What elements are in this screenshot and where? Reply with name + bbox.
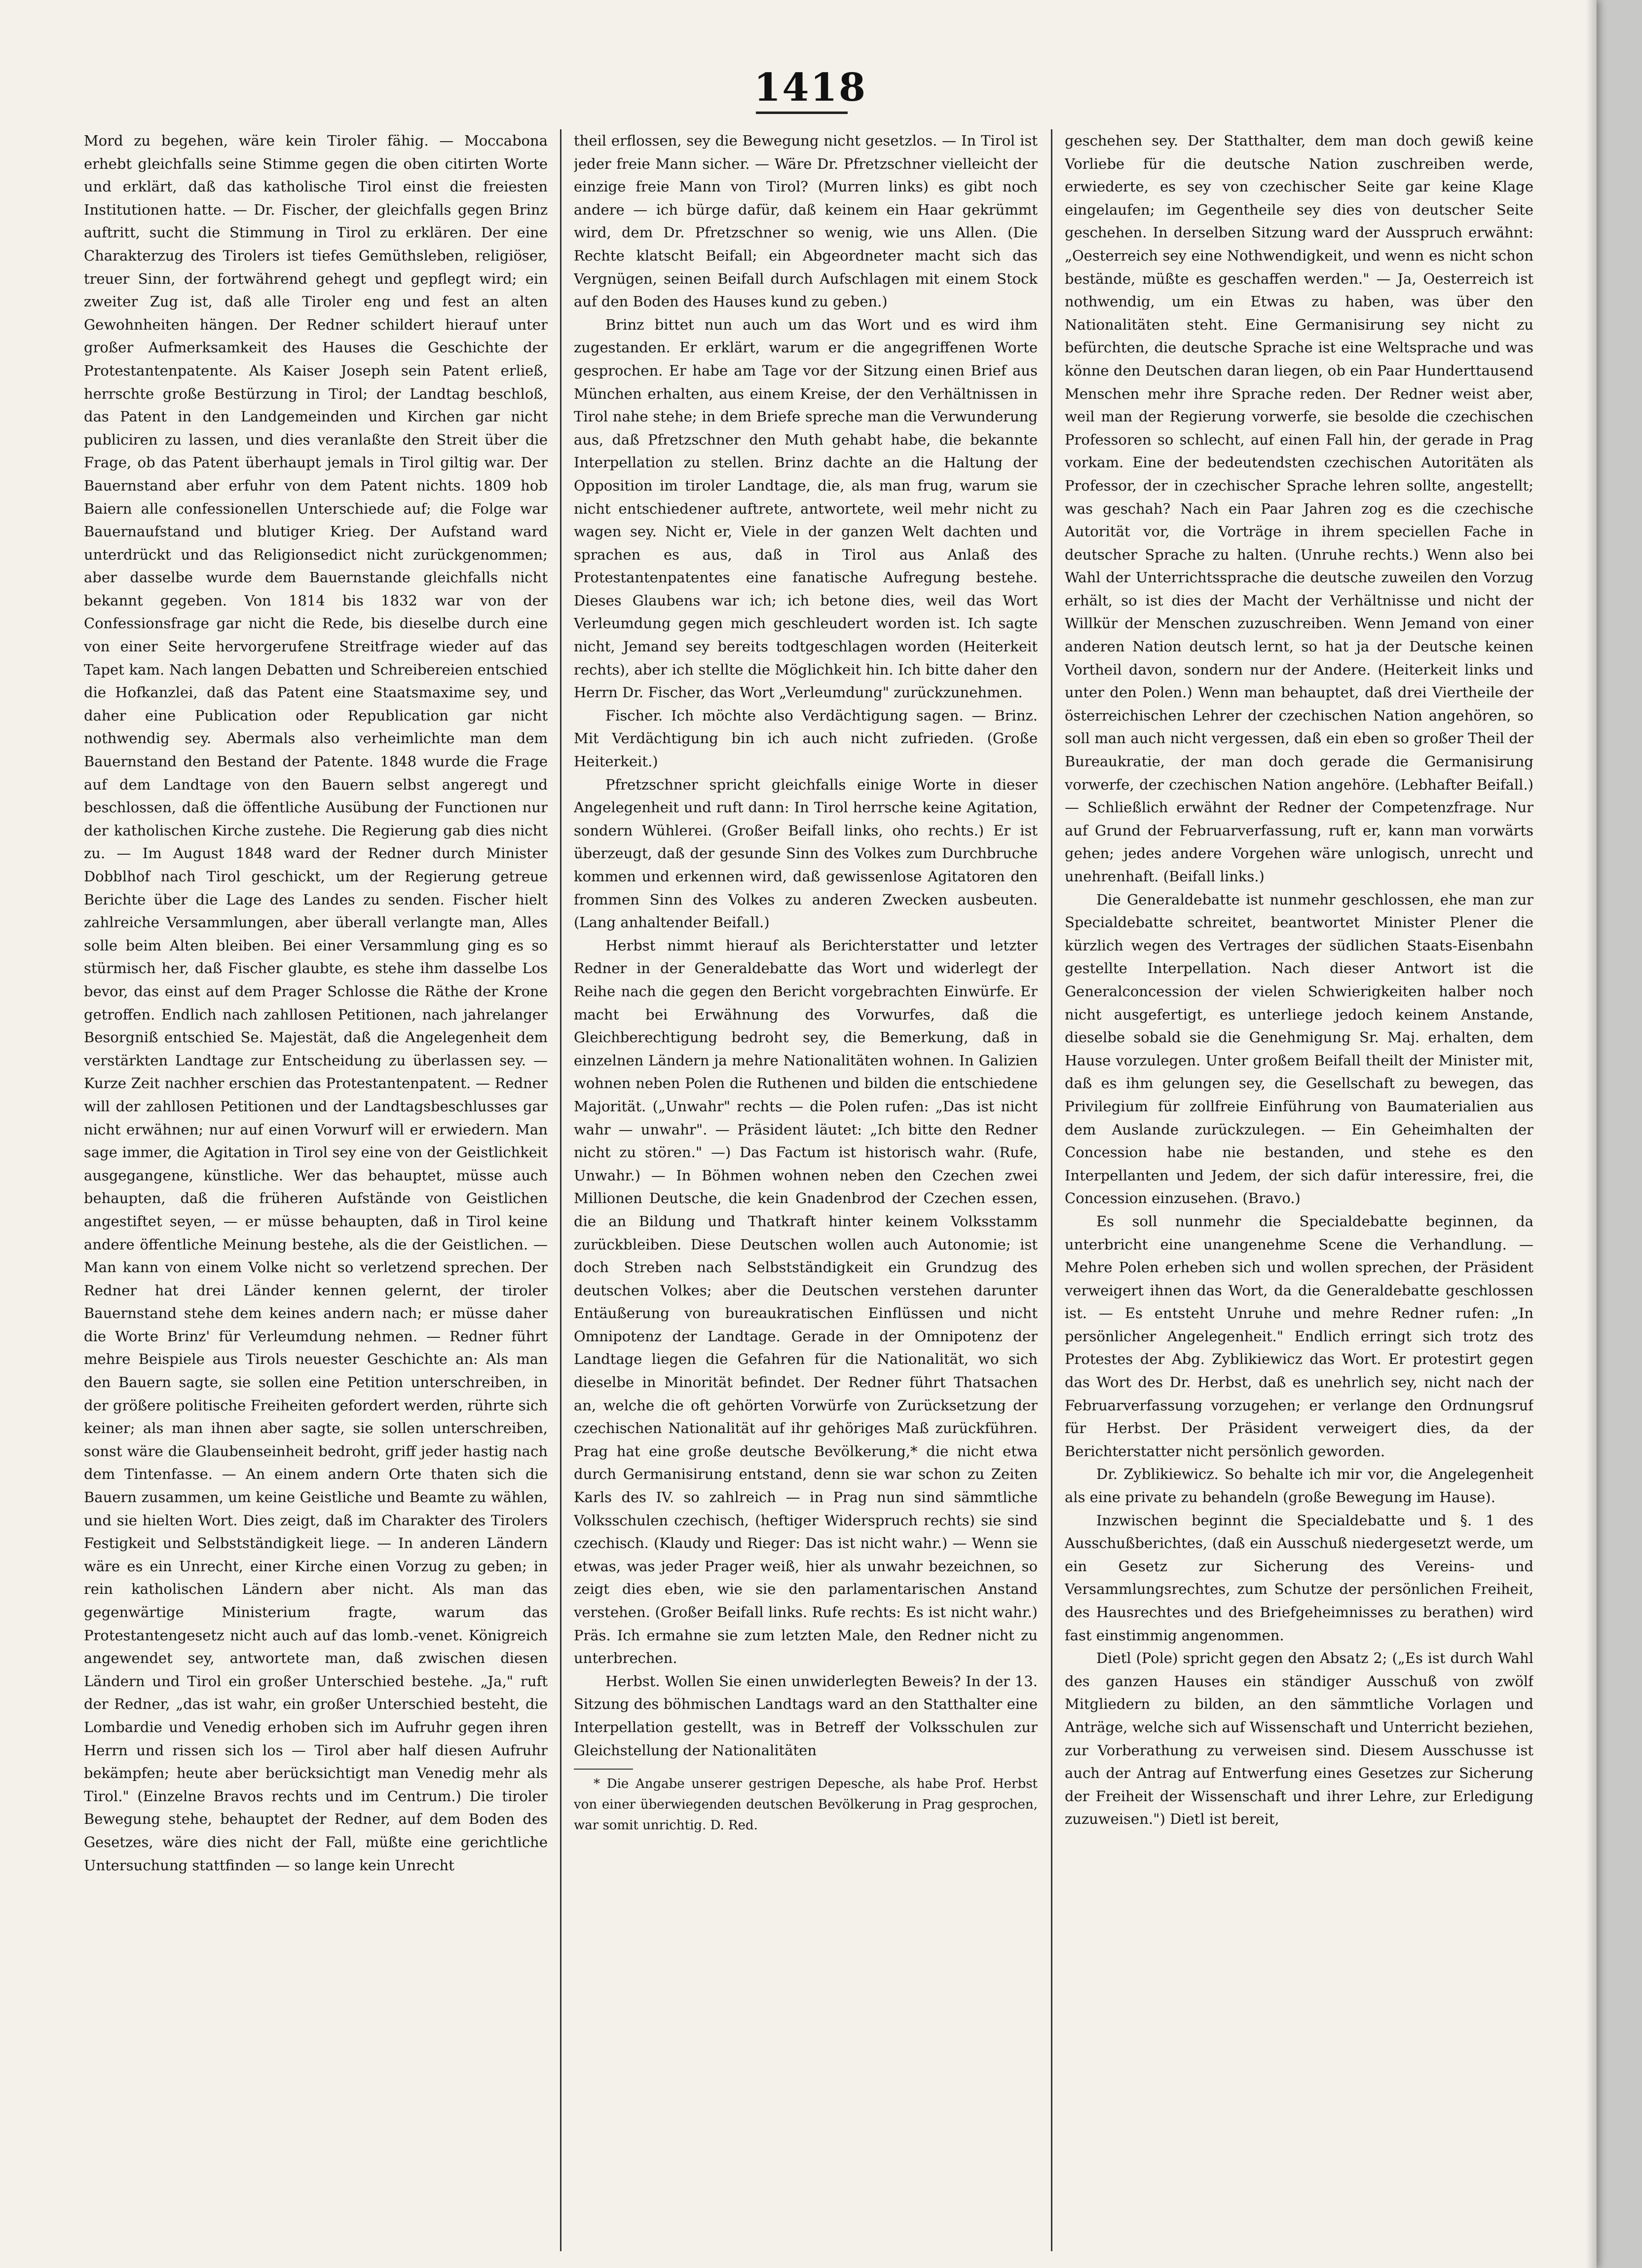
footnote-rule xyxy=(574,1769,633,1770)
paragraph: theil erflossen, sey die Bewegung nicht gesetzlos. — In Tirol ist jeder freie Mann sicher. — Wäre Dr. Pfretzschner vielleicht der einzige freie Mann von Tirol? (Murren links) es gibt noch andere — ich bürge dafür, daß keinem ein Haar gekrümmt wird, dem Dr. Pfretzschner so wenig, wie uns Allen. (Die Rechte klatscht Beifall; ein Abgeordneter macht sich das Vergnügen, seinen Beifall durch Aufschlagen mit einem Stock auf den Boden des Hauses kund zu geben.) xyxy=(574,132,1038,310)
text-column-2 xyxy=(574,129,1038,2241)
paragraph: Brinz bittet nun auch um das Wort und es wird ihm zugestanden. Er erklärt, warum er die angegriffenen Worte gesprochen. Er habe am Tage vor der Sitzung einen Brief aus München erhalten, aus einem Kreise, der den Verhältnissen in Tirol nahe stehe; in dem Briefe spreche man die Verwunderung aus, daß Pfretzschner den Muth gehabt habe, die bekannte Interpellation zu stellen. Brinz dachte an die Haltung der Opposition im tiroler Landtage, die, als man frug, warum sie nicht entschiedener auftrete, antwortete, weil mehr nicht zu wagen sey. Nicht er, Viele in der ganzen Welt dachten und sprachen es aus, daß in Tirol aus Anlaß des Protestantenpatentes eine fanatische Aufregung bestehe. Dieses Glaubens war ich; ich betone dies, weil das Wort Verleumdung gegen mich geschleudert worden ist. Ich sagte nicht, Jemand sey bereits todtgeschlagen worden (Heiterkeit rechts), aber ich stellte die Möglichkeit hin. Ich bitte daher den Herrn Dr. Fischer, das Wort „Verleumdung" zurückzunehmen. xyxy=(574,316,1038,701)
paragraph: Dr. Zyblikiewicz. So behalte ich mir vor, die Angelegenheit als eine private zu behandeln (große Bewegung im Hause). xyxy=(1065,1466,1533,1506)
paragraph: Die Generaldebatte ist nunmehr geschlossen, ehe man zur Specialdebatte schreitet, beantwortet Minister Plener die kürzlich wegen des Vertrages der südlichen Staats-Eisenbahn gestellte Interpellation. Nach dieser Antwort ist die Generalconcession der vielen Schwierigkeiten halber noch nicht ausgefertigt, es unterliege jedoch keinem Anstande, dieselbe sobald sie die Genehmigung Sr. Maj. erhalten, dem Hause vorzulegen. Unter großem Beifall theilt der Minister mit, daß es ihm gelungen sey, die Gesellschaft zu bewegen, das Privilegium für zollfreie Einführung von Baumaterialien aus dem Auslande zurückzulegen. — Ein Geheimhalten der Concession habe nie bestanden, und stehe es den Interpellanten und Jedem, der sich dafür interessire, frei, die Concession einzusehen. (Bravo.) xyxy=(1065,891,1533,1207)
paragraph: Pfretzschner spricht gleichfalls einige Worte in dieser Angelegenheit und ruft dann: In Tirol herrsche keine Agitation, sondern Wühlerei. (Großer Beifall links, oho rechts.) Er ist überzeugt, daß der gesunde Sinn des Volkes zum Durchbruche kommen und erkennen wird, daß gewissenlose Agitatoren den frommen Sinn des Volkes zu anderen Zwecken ausbeuten. (Lang anhaltender Beifall.) xyxy=(574,776,1038,931)
footnote: * Die Angabe unserer gestrigen Depesche, als habe Prof. Herbst von einer überwiegenden deutschen Bevölkerung in Prag gesprochen, war somit unrichtig. D. Red. xyxy=(574,1777,1038,1833)
paragraph: Dietl (Pole) spricht gegen den Absatz 2; („Es ist durch Wahl des ganzen Hauses ein ständiger Ausschuß von zwölf Mitgliedern zu bilden, an den sämmtliche Vorlagen und Anträge, welche sich auf Wissenschaft und Unterricht beziehen, zur Vorberathung zu verweisen sind. Diesem Ausschusse ist auch der Antrag auf Entwerfung eines Gesetzes zur Sicherung der Freiheit der Wissenschaft und ihrer Lehre, zur Erledigung zuzuweisen.") Dietl ist bereit, xyxy=(1065,1650,1533,1828)
paragraph: Mord zu begehen, wäre kein Tiroler fähig. — Moccabona erhebt gleichfalls seine Stimme gegen die oben citirten Worte und erklärt, daß das katholische Tirol einst die freiesten Institutionen hatte. — Dr. Fischer, der gleichfalls gegen Brinz auftritt, sucht die Stimmung in Tirol zu erklären. Der eine Charakterzug des Tirolers ist tiefes Gemüthsleben, religiöser, treuer Sinn, der fortwährend gehegt und gepflegt wird; ein zweiter Zug ist, daß alle Tiroler eng und fest an alten Gewohnheiten hängen. Der Redner schildert hierauf unter großer Aufmerksamkeit des Hauses die Geschichte der Protestantenpatente. Als Kaiser Joseph sein Patent erließ, herrschte große Bestürzung in Tirol; der Landtag beschloß, das Patent in den Landgemeinden und Kirchen gar nicht publiciren zu lassen, und dies veranlaßte den Streit über die Frage, ob das Patent überhaupt jemals in Tirol giltig war. Der Bauernstand aber erfuhr von dem Patent nichts. 1809 hob Baiern alle confessionellen Unterschiede auf; die Folge war Bauernaufstand und blutiger Krieg. Der Aufstand ward unterdrückt und das Religionsedict nicht zurückgenommen; aber dasselbe wurde dem Bauernstande gleichfalls nicht bekannt gegeben. Von 1814 bis 1832 war von der Confessionsfrage gar nicht die Rede, bis dieselbe durch eine von einer Seite hervorgerufene Streitfrage wieder auf das Tapet kam. Nach langen Debatten und Schreibereien entschied die Hofkanzlei, daß das Patent eine Staatsmaxime sey, und daher eine Publication oder Republication gar nicht nothwendig sey. Abermals also verheimlichte man dem Bauernstand den Bestand der Patente. 1848 wurde die Frage auf dem Landtage von den Bauern selbst angeregt und beschlossen, daß die öffentliche Ausübung der Functionen nur der katholischen Kirche zustehe. Die Regierung gab dies nicht zu. — Im August 1848 ward der Redner durch Minister Dobblhof nach Tirol geschickt, um der Regierung getreue Berichte über die Lage des Landes zu senden. Fischer hielt zahlreiche Versammlungen, aber überall verlangte man, Alles solle beim Alten bleiben. Bei einer Versammlung ging es so stürmisch her, daß Fischer glaubte, es stehe ihm dasselbe Los bevor, das einst auf dem Prager Schlosse die Räthe der Krone getroffen. Endlich nach zahllosen Petitionen, nach jahrelanger Besorgniß entschied Se. Majestät, daß die Angelegenheit dem verstärkten Landtage zur Entscheidung zu überlassen sey. — Kurze Zeit nachher erschien das Protestantenpatent. — Redner will der zahllosen Petitionen und der Landtagsbeschlusses gar nicht erwähnen; nur auf einen Vorwurf will er erwiedern. Man sage immer, die Agitation in Tirol sey eine von der Geistlichkeit ausgegangene, künstliche. Wer das behauptet, müsse auch behaupten, daß die früheren Aufstände von Geistlichen angestiftet seyen, — er müsse behaupten, daß in Tirol keine andere öffentliche Meinung bestehe, als die der Geistlichen. — Man kann von einem Volke nicht so verletzend sprechen. Der Redner hat drei Länder kennen gelernt, der tiroler Bauernstand stehe dem keines andern nach; er müsse daher die Worte Brinz' für Verleumdung nehmen. — Redner führt mehre Beispiele aus Tirols neuester Geschichte an: Als man den Bauern sagte, sie sollen eine Petition unterschreiben, in der größere politische Freiheiten gefordert werden, rührte sich keiner; als man ihnen aber sagte, sie sollen unterschreiben, sonst wäre die Glaubenseinheit bedroht, griff jeder hastig nach dem Tintenfasse. — An einem andern Orte thaten sich die Bauern zusammen, um keine Geistliche und Beamte zu wählen, und sie hielten Wort. Dies zeigt, daß im Charakter des Tirolers Festigkeit und Selbstständigkeit liege. — In anderen Ländern wäre es ein Unrecht, einer Kirche einen Vorzug zu geben; in rein katholischen Ländern aber nicht. Als man das gegenwärtige Ministerium fragte, warum das Protestantengesetz nicht auch auf das lomb.-venet. Königreich angewendet sey, antwortete man, daß zwischen diesen Ländern und Tirol ein großer Unterschied bestehe. „Ja," ruft der Redner, „das ist wahr, ein großer Unterschied besteht, die Lombardie und Venedig erhoben sich im Aufruhr gegen ihren Herrn und rissen sich los — Tirol aber half diesen Aufruhr bekämpfen; heute aber berücksichtigt man Venedig mehr als Tirol." (Einzelne Bravos rechts und im Centrum.) Die tiroler Bewegung stehe, behauptet der Redner, auf dem Boden des Gesetzes, wäre dies nicht der Fall, müßte eine gerichtliche Untersuchung stattfinden — so lange kein Unrecht xyxy=(84,132,548,1874)
paragraph: Fischer. Ich möchte also Verdächtigung sagen. — Brinz. Mit Verdächtigung bin ich auch nicht zufrieden. (Große Heiterkeit.) xyxy=(574,707,1038,770)
page-number: 1418 xyxy=(754,65,867,110)
paragraph: Herbst nimmt hierauf als Berichterstatter und letzter Redner in der Generaldebatte das Wort und widerlegt der Reihe nach die gegen den Bericht vorgebrachten Einwürfe. Er macht bei Erwähnung des Vorwurfes, daß die Gleichberechtigung bedroht sey, die Bemerkung, daß in einzelnen Ländern ja mehre Nationalitäten wohnen. In Galizien wohnen neben Polen die Ruthenen und bilden die entschiedene Majorität. („Unwahr" rechts — die Polen rufen: „Das ist nicht wahr — unwahr". — Präsident läutet: „Ich bitte den Redner nicht zu stören." —) Das Factum ist historisch wahr. (Rufe, Unwahr.) — In Böhmen wohnen neben den Czechen zwei Millionen Deutsche, die kein Gnadenbrod der Czechen essen, die an Bildung und Thatkraft hinter keinem Volksstamm zurückbleiben. Diese Deutschen wollen auch Autonomie; ist doch Streben nach Selbstständigkeit ein Grundzug des deutschen Volkes; aber die Deutschen verstehen darunter Entäußerung von bureaukratischen Einflüssen und nicht Omnipotenz der Landtage. Gerade in der Omnipotenz der Landtage liegen die Gefahren für die Nationalität, wo sich dieselbe in Minorität befindet. Der Redner führt Thatsachen an, welche die oft gehörten Vorwürfe von Zurücksetzung der czechischen Nationalität auf ihr gehöriges Maß zurückführen. Prag hat eine große deutsche Bevölkerung,* die nicht etwa durch Germanisirung entstand, denn sie war schon zu Zeiten Karls des IV. so zahlreich — in Prag nun sind sämmtliche Volksschulen czechisch, (heftiger Widerspruch rechts) sie sind czechisch. (Klaudy und Rieger: Das ist nicht wahr.) — Wenn sie etwas, was jeder Prager weiß, hier als unwahr bezeichnen, so zeigt dies eben, wie sie den parlamentarischen Anstand verstehen. (Großer Beifall links. Rufe rechts: Es ist nicht wahr.) Präs. Ich ermahne sie zum letzten Male, den Redner nicht zu unterbrechen. xyxy=(574,937,1038,1667)
column-divider-2 xyxy=(1051,129,1052,2251)
paragraph: Herbst. Wollen Sie einen unwiderlegten Beweis? In der 13. Sitzung des böhmischen Landtags ward an den Statthalter eine Interpellation gestellt, was in Betreff der Volksschulen zur Gleichstellung der Nationalitäten xyxy=(574,1672,1038,1759)
page-edge-shadow xyxy=(1586,0,1597,2268)
paragraph: geschehen sey. Der Statthalter, dem man doch gewiß keine Vorliebe für die deutsche Nation zuschreiben werde, erwiederte, es sey von czechischer Seite gar keine Klage eingelaufen; im Gegentheile sey dies von deutscher Seite geschehen. In derselben Sitzung ward der Ausspruch erwähnt: „Oesterreich sey eine Nothwendigkeit, und wenn es nicht schon bestände, müßte es geschaffen werden." — Ja, Oesterreich ist nothwendig, um ein Etwas zu haben, was über den Nationalitäten steht. Eine Germanisirung sey nicht zu befürchten, die deutsche Sprache ist eine Weltsprache und was könne den Deutschen daran liegen, ob ein Paar Hunderttausend Menschen mehr ihre Sprache reden. Der Redner weist aber, weil man der Regierung vorwerfe, sie besolde die czechischen Professoren so schlecht, auf einen Fall hin, der gerade in Prag vorkam. Eine der bedeutendsten czechischen Autoritäten als Professor, der in czechischer Sprache lehren sollte, angestellt; was geschah? Nach ein Paar Jahren zog es die czechische Autorität vor, die Vorträge in ihrem speciellen Fache in deutscher Sprache zu halten. (Unruhe rechts.) Wenn also bei Wahl der Unterrichtssprache die deutsche zuweilen den Vorzug erhält, so ist dies der Macht der Verhältnisse und nicht der Willkür der Menschen zuzuschreiben. Wenn Jemand von einer anderen Nation deutsch lernt, so hat ja der Deutsche keinen Vortheil davon, sondern nur der Andere. (Heiterkeit links und unter den Polen.) Wenn man behauptet, daß drei Viertheile der österreichischen Lehrer der czechischen Nation angehören, so soll man auch nicht vergessen, daß ein eben so großer Theil der Bureaukratie, der man doch gerade die Germanisirung vorwerfe, der czechischen Nation angehöre. (Lebhafter Beifall.) — Schließlich erwähnt der Redner der Competenzfrage. Nur auf Grund der Februarverfassung, ruft er, kann man vorwärts gehen; jedes andere Vorgehen wäre unlogisch, unrecht und unehrenhaft. (Beifall links.) xyxy=(1065,132,1533,885)
header-rule xyxy=(756,112,848,114)
text-column-1 xyxy=(84,129,548,2241)
column-divider-1 xyxy=(560,129,561,2251)
paragraph: Es soll nunmehr die Specialdebatte beginnen, da unterbricht eine unangenehme Scene die Verhandlung. — Mehre Polen erheben sich und wollen sprechen, der Präsident verweigert ihnen das Wort, da die Generaldebatte geschlossen ist. — Es entsteht Unruhe und mehre Redner rufen: „In persönlicher Angelegenheit." Endlich erringt sich trotz des Protestes der Abg. Zyblikiewicz das Wort. Er protestirt gegen das Wort des Dr. Herbst, daß es unehrlich sey, nicht nach der Februarverfassung vorzugehen; er verlange den Ordnungsruf für Herbst. Der Präsident verweigert dies, da der Berichterstatter nicht persönlich geworden. xyxy=(1065,1212,1533,1460)
paragraph: Inzwischen beginnt die Specialdebatte und §. 1 des Ausschußberichtes, (daß ein Ausschuß niedergesetzt werde, um ein Gesetz zur Sicherung des Vereins- und Versammlungsrechtes, zum Schutze der persönlichen Freiheit, des Hausrechtes und des Briefgeheimnisses zu berathen) wird fast einstimmig angenommen. xyxy=(1065,1512,1533,1644)
text-column-3 xyxy=(1065,129,1533,2241)
